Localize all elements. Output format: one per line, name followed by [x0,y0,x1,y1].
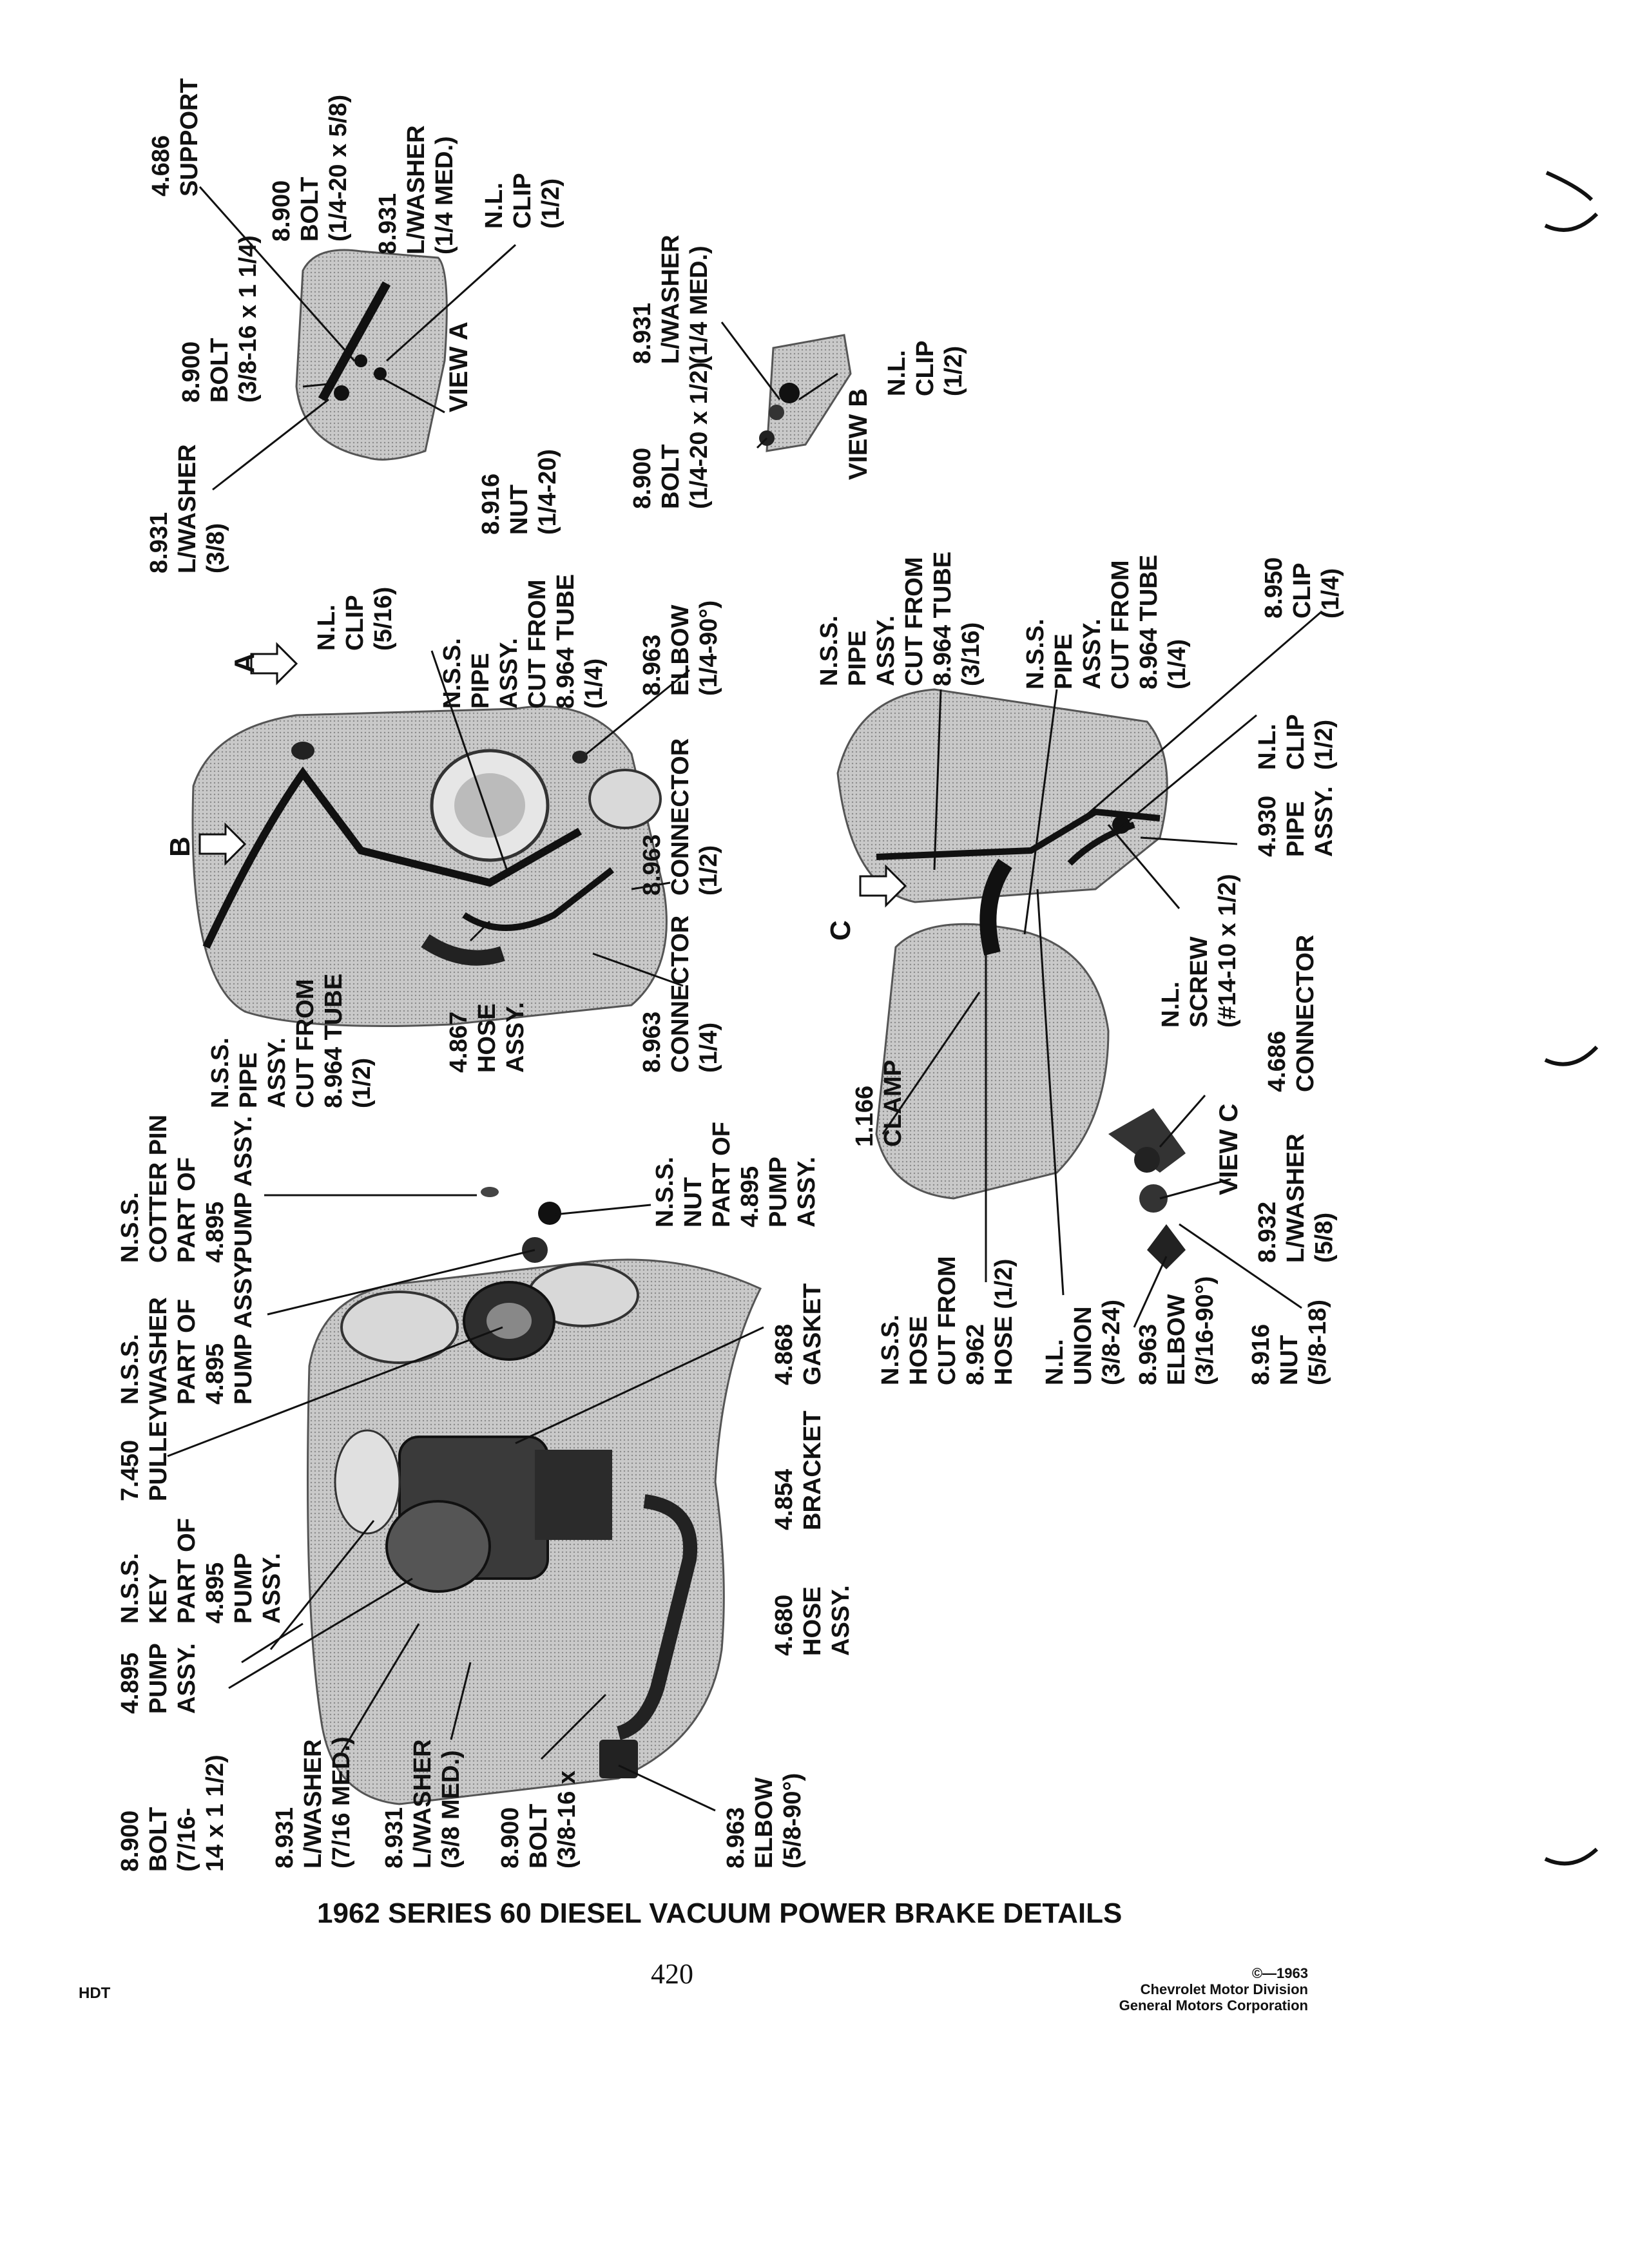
label-8900-bolt-7-16: 8.900 BOLT (7/16- 14 x 1 1/2) [117,1754,229,1872]
copyright-notice: ©—1963 Chevrolet Motor Division General Motors Corporation [1119,1965,1308,2013]
label-8963-elbow-3-16: 8.963 ELBOW (3/16-90°) [1135,1276,1219,1385]
label-8931-lwasher-7-16: 8.931 L/WASHER (7/16 MED.) [271,1736,355,1869]
view-arrow-a-letter: A [229,653,260,673]
label-nss-nut: N.S.S. NUT PART OF 4.895 PUMP ASSY. [651,1122,820,1227]
footer-code: HDT [79,1984,111,2002]
label-8900-bolt-1-4-x-1-2: 8.900 BOLT (1/4-20 x 1/2) [629,361,713,509]
binding-marks [1545,173,1597,1863]
label-8900-bolt-3-8: 8.900 BOLT (3/8-16 x [497,1770,581,1869]
view-c-caption: VIEW C [1215,1103,1243,1195]
label-4895-pump-assy: 4.895 PUMP ASSY. [117,1643,200,1714]
label-8931-lwasher-1-4-b: 8.931 L/WASHER (1/4 MED.) [629,235,713,364]
label-nss-hose: N.S.S. HOSE CUT FROM 8.962 HOSE (1/2) [877,1256,1017,1385]
label-nl-clip-5-16: N.L. CLIP (5/16) [313,586,397,651]
view-b-drawing [759,335,851,451]
label-8963-elbow-5-8: 8.963 ELBOW (5/8-90°) [722,1773,806,1869]
label-nss-pipe-1-4-b: N.S.S. PIPE ASSY. CUT FROM 8.964 TUBE (1/4) [1022,554,1191,689]
label-4680-hose-assy: 4.680 HOSE ASSY. [771,1585,854,1656]
view-arrow-c-letter: C [825,920,856,941]
label-nss-pipe-1-4: N.S.S. PIPE ASSY. CUT FROM 8.964 TUBE (1/4) [439,573,608,709]
label-nl-clip-1-2-a: N.L. CLIP (1/2) [481,173,564,229]
label-nss-washer: N.S.S. WASHER PART OF 4.895 PUMP ASSY. [117,1257,257,1405]
diagram-title: 1962 SERIES 60 DIESEL VACUUM POWER BRAKE DETAILS [317,1898,1123,1929]
label-nl-clip-1-2-c: N.L. CLIP (1/2) [1254,714,1338,770]
label-nss-pipe-3-16: N.S.S. PIPE ASSY. CUT FROM 8.964 TUBE (3/16) [816,551,985,686]
label-8900-bolt-1-4-20: 8.900 BOLT (1/4-20 x 5/8) [268,94,352,242]
label-8900-bolt-3-8-16: 8.900 BOLT (3/8-16 x 1 1/4) [178,235,262,403]
label-8932-lwasher-5-8: 8.932 L/WASHER (5/8) [1254,1133,1338,1263]
label-4930-pipe-assy: 4.930 PIPE ASSY. [1254,786,1338,857]
label-nl-screw: N.L. SCREW (#14-10 x 1/2) [1157,874,1241,1028]
label-nss-pipe-1-2: N.S.S. PIPE ASSY. CUT FROM 8.964 TUBE (1/2) [207,973,376,1108]
label-8916-nut-5-8-18: 8.916 NUT (5/8-18) [1248,1299,1331,1385]
vacuum-pump-engine-drawing [308,1260,761,1804]
pump-small-parts [481,1187,561,1263]
label-4686-support: 4.686 SUPPORT [148,78,203,197]
label-1166-clamp: 1.166 CLAMP [851,1059,907,1147]
label-8963-connector-1-4: 8.963 CONNECTOR (1/4) [639,915,722,1073]
label-8916-nut-1-4-20: 8.916 NUT (1/4-20) [477,448,561,535]
label-8931-lwasher-3-8-med: 8.931 L/WASHER (3/8 MED.) [381,1739,465,1869]
label-7450-pulley: 7.450 PULLEY [117,1405,172,1501]
label-nss-key: N.S.S. KEY PART OF 4.895 PUMP ASSY. [117,1518,285,1624]
label-8950-clip: 8.950 CLIP (1/4) [1260,557,1344,619]
view-c-drawing [1108,1108,1186,1269]
page-number: 420 [651,1958,693,1990]
view-b-caption: VIEW B [844,388,872,480]
view-a-drawing [296,250,447,459]
label-8963-elbow-1-4: 8.963 ELBOW (1/4-90°) [639,600,722,696]
label-4686-connector: 4.686 CONNECTOR [1264,934,1319,1092]
label-8931-lwasher-3-8: 8.931 L/WASHER (3/8) [146,444,229,573]
label-8963-connector-1-2: 8.963 CONNECTOR (1/2) [639,738,722,896]
label-nss-cotter-pin: N.S.S. COTTER PIN PART OF 4.895 PUMP ASSY. [117,1114,257,1263]
label-nl-clip-1-2-b: N.L. CLIP (1/2) [883,340,967,396]
label-nl-union: N.L. UNION (3/8-24) [1041,1299,1125,1385]
view-arrow-b-letter: B [164,836,196,857]
label-4867-hose-assy: 4.867 HOSE ASSY. [445,1002,529,1073]
view-a-caption: VIEW A [445,322,473,412]
label-4854-bracket: 4.854 BRACKET [771,1410,826,1530]
label-8931-lwasher-1-4-a: 8.931 L/WASHER (1/4 MED.) [374,125,458,255]
label-4868-gasket: 4.868 GASKET [771,1283,826,1385]
